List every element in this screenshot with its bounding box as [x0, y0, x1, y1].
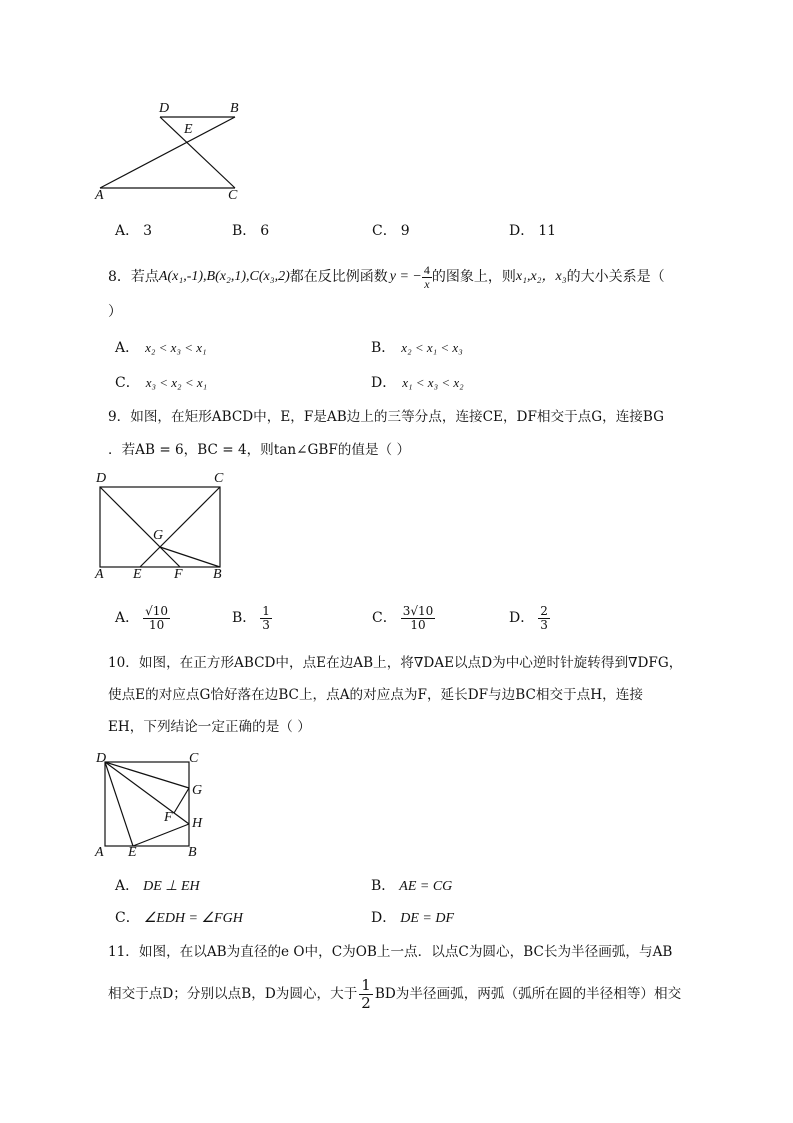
option-value: ∠EDH = ∠FGH — [143, 911, 243, 926]
q8-stem-part-2: 都在反比例函数 — [289, 269, 388, 285]
q8-stem-close: ） — [108, 304, 122, 320]
fraction-den: 3 — [540, 617, 548, 632]
option-letter: B． — [232, 223, 257, 239]
option-letter: C． — [372, 610, 397, 626]
option-value: x₂ < x₃ < x₁ — [145, 340, 207, 355]
q11-stem-line-2 — [108, 975, 681, 1013]
option-letter: A． — [115, 223, 140, 239]
option-fraction — [401, 605, 436, 632]
q7-option-b[interactable] — [232, 221, 269, 241]
q9-option-b[interactable] — [232, 600, 272, 636]
q11-stem-part-b: BD为半径画弧，两弧（弧所在圆的半径相等）相交 — [374, 986, 682, 1002]
q11-stem-part-a: 相交于点D；分别以点B，D为圆心，大于 — [108, 986, 358, 1002]
q9-label-a: A — [95, 567, 104, 582]
q8-func-den: x — [424, 276, 430, 291]
fraction-num: 1 — [262, 603, 270, 618]
option-letter: A． — [115, 878, 140, 894]
q11-stem-line-1: 11．如图，在以AB为直径的e O中，C为OB上一点．以点C为圆心，BC长为半径画弧，与AB — [108, 944, 673, 960]
option-letter: B． — [371, 878, 396, 894]
q7-label-b: B — [230, 101, 239, 116]
q9-label-f: F — [174, 567, 183, 582]
option-letter: A． — [115, 340, 140, 356]
q8-func-num: 4 — [423, 262, 430, 277]
option-value: DE ⊥ EH — [143, 879, 200, 894]
q10-stem-line-3: EH，下列结论一定正确的是（ ） — [108, 719, 311, 735]
q10-option-d[interactable] — [371, 908, 454, 929]
fraction-den: 3 — [262, 617, 270, 632]
q10-stem-line-2: 使点E的对应点G恰好落在边BC上，点A的对应点为F，延长DF与边BC相交于点H，连接 — [108, 687, 643, 703]
q8-option-b[interactable] — [371, 338, 463, 358]
fraction-num: 2 — [540, 603, 548, 618]
option-letter: B． — [232, 610, 257, 626]
q10-label-c: C — [189, 751, 199, 766]
q8-option-a[interactable] — [115, 338, 207, 358]
q10-label-d: D — [96, 751, 107, 766]
option-value: 3 — [143, 223, 153, 239]
q10-label-a: A — [95, 845, 104, 860]
option-letter: C． — [372, 223, 397, 239]
q8-func-lhs: y = − — [389, 269, 422, 284]
q8-stem — [108, 260, 665, 294]
fraction-den: 10 — [410, 617, 426, 632]
fraction-num: √10 — [145, 603, 169, 618]
q10-option-c[interactable] — [115, 908, 243, 929]
q7-label-e: E — [184, 122, 193, 137]
q8-vars: x₁,x₂，x₃ — [515, 269, 567, 284]
option-fraction — [538, 605, 550, 632]
q9-stem-line-1: 9．如图，在矩形ABCD中，E，F是AB边上的三等分点，连接CE，DF相交于点G，连接BG — [108, 409, 665, 425]
option-letter: C． — [115, 910, 140, 926]
q8-option-d[interactable] — [371, 373, 464, 393]
option-value: AE = CG — [399, 879, 453, 894]
q9-stem-line-2: ．若AB = 6，BC = 4，则tan∠GBF的值是（ ） — [108, 442, 411, 458]
option-value: x₃ < x₂ < x₁ — [145, 375, 208, 390]
q10-option-a[interactable] — [115, 876, 200, 897]
option-letter: D． — [509, 223, 535, 239]
fraction-den: 2 — [361, 993, 371, 1012]
q9-option-c[interactable] — [372, 600, 435, 636]
q9-label-d: D — [96, 471, 107, 486]
option-fraction — [143, 605, 170, 632]
q7-option-c[interactable] — [372, 221, 410, 241]
q9-label-g: G — [153, 528, 164, 543]
q8-stem-part-3: 的图象上，则 — [431, 269, 516, 285]
option-letter: C． — [115, 375, 140, 391]
q7-label-d: D — [159, 101, 170, 116]
option-letter: A． — [115, 610, 140, 626]
q8-stem-part-4: 的大小关系是（ — [566, 269, 665, 285]
q7-option-a[interactable] — [115, 221, 152, 241]
q7-option-d[interactable] — [509, 221, 556, 241]
q9-figure — [90, 475, 240, 580]
q8-points: A(x₁,-1),B(x₂,1),C(x₃,2) — [158, 269, 290, 284]
option-value: x₁ < x₃ < x₂ — [402, 375, 464, 390]
option-value: DE = DF — [400, 911, 455, 926]
q9-option-a[interactable] — [115, 600, 170, 636]
q10-label-b: B — [188, 845, 197, 860]
q9-label-c: C — [214, 471, 224, 486]
option-value: 6 — [260, 223, 270, 239]
fraction-num: 3√10 — [402, 603, 434, 618]
q10-label-f: F — [164, 810, 173, 825]
option-value: 11 — [538, 223, 557, 239]
q10-figure — [90, 752, 220, 852]
q10-label-g: G — [192, 783, 203, 798]
fraction-den: 10 — [148, 617, 165, 632]
q8-option-c[interactable] — [115, 373, 207, 393]
option-value: 9 — [400, 223, 410, 239]
q10-option-b[interactable] — [371, 876, 452, 897]
q10-stem-line-1: 10．如图，在正方形ABCD中，点E在边AB上，将∇DAE以点D为中心逆时针旋转得到∇DFG， — [108, 655, 683, 671]
fraction-num: 1 — [361, 975, 371, 994]
q7-figure — [90, 100, 250, 210]
option-fraction — [260, 605, 272, 632]
q8-stem-part-1: 8．若点 — [108, 269, 159, 285]
q9-label-b: B — [213, 567, 222, 582]
q7-label-c: C — [228, 188, 238, 203]
q10-label-e: E — [128, 845, 137, 860]
option-letter: D． — [371, 910, 397, 926]
q10-label-h: H — [192, 816, 203, 831]
option-letter: B． — [371, 340, 396, 356]
q11-half-fraction — [359, 977, 373, 1012]
q7-label-a: A — [95, 188, 104, 203]
q9-label-e: E — [133, 567, 142, 582]
q9-option-d[interactable] — [509, 600, 550, 636]
option-letter: D． — [371, 375, 397, 391]
q8-func-fraction — [422, 264, 432, 291]
option-letter: D． — [509, 610, 535, 626]
option-value: x₂ < x₁ < x₃ — [401, 340, 463, 355]
